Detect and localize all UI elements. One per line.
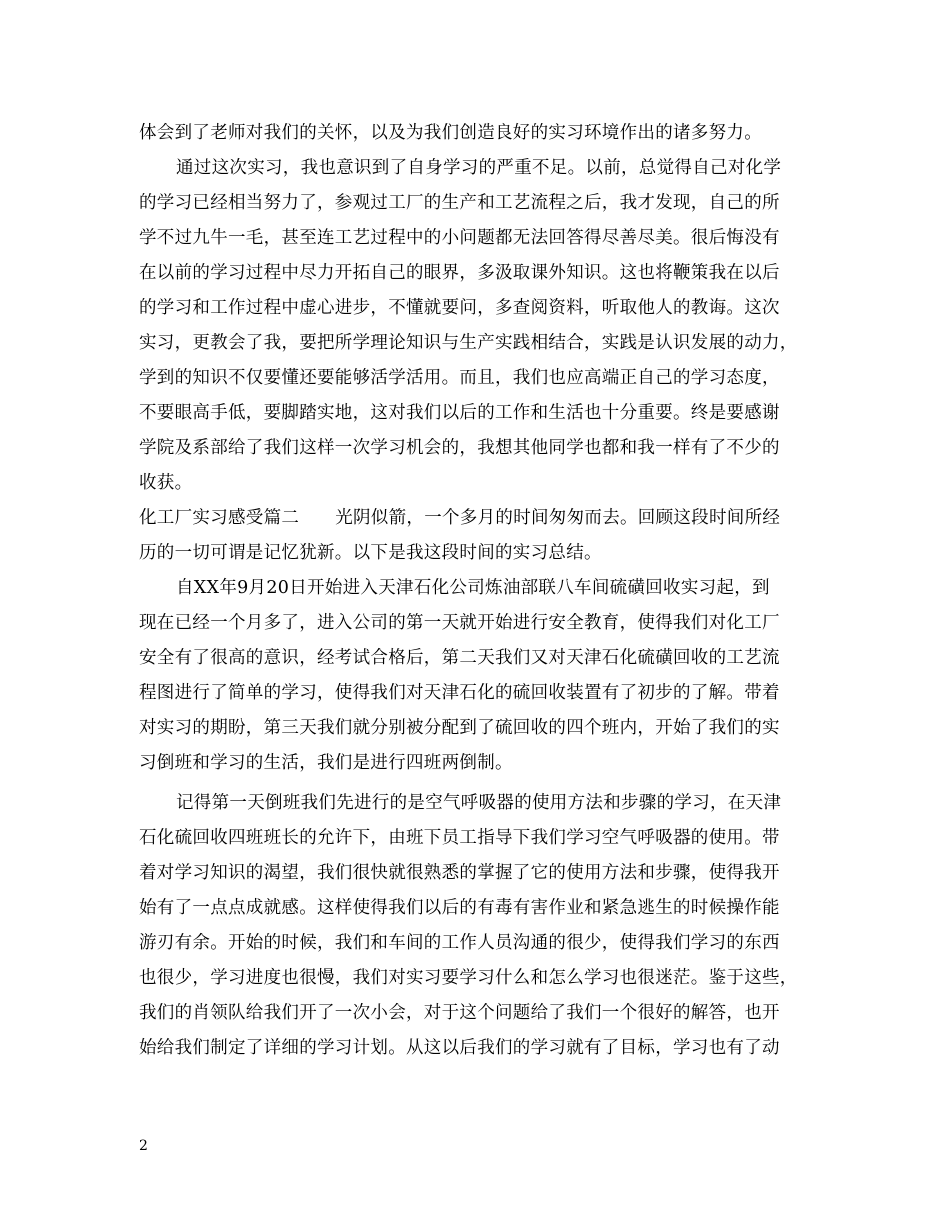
text-line: 对实习的期盼，第三天我们就分别被分配到了硫回收的四个班内，开始了我们的实 (139, 718, 780, 738)
text-line: 学院及系部给了我们这样一次学习机会的，我想其他同学也都和我一样有了不少的 (139, 438, 780, 458)
text-line: 体会到了老师对我们的关怀，以及为我们创造良好的实习环境作出的诸多努力。 (139, 123, 762, 143)
text-line: 游刃有余。开始的时候，我们和车间的工作人员沟通的很少，使得我们学习的东西 (139, 933, 780, 953)
text-line: 我们的肖领队给我们开了一次小会，对于这个问题给了我们一个很好的解答，也开 (139, 1003, 780, 1023)
text-line: 收获。 (139, 473, 193, 493)
text-line: 习倒班和学习的生活，我们是进行四班两倒制。 (139, 753, 513, 773)
text-line: 学到的知识不仅要懂还要能够活学活用。而且，我们也应高端正自己的学习态度， (139, 368, 780, 388)
text-line: 程图进行了简单的学习，使得我们对天津石化的硫回收装置有了初步的了解。带着 (139, 683, 780, 703)
paragraph-start-line: 记得第一天倒班我们先进行的是空气呼吸器的使用方法和步骤的学习，在天津 (176, 793, 782, 813)
text-line: 石化硫回收四班班长的允许下，由班下员工指导下我们学习空气呼吸器的使用。带 (139, 828, 780, 848)
text-line: 现在已经一个月多了，进入公司的第一天就开始进行安全教育，使得我们对化工厂 (139, 613, 780, 633)
text-line: 实习，更教会了我，要把所学理论知识与生产实践相结合，实践是认识发展的动力， (139, 333, 798, 353)
text-line: 安全有了很高的意识，经考试合格后，第二天我们又对天津石化硫磺回收的工艺流 (139, 648, 780, 668)
text-line: 不要眼高手低，要脚踏实地，这对我们以后的工作和生活也十分重要。终是要感谢 (139, 403, 780, 423)
text-line: 的学习和工作过程中虚心进步，不懂就要问，多查阅资料，听取他人的教诲。这次 (139, 298, 780, 318)
section-first-line: 光阴似箭，一个多月的时间匆匆而去。回顾这段时间所经 (335, 508, 781, 528)
text-line: 始给我们制定了详细的学习计划。从这以后我们的学习就有了目标，学习也有了动 (139, 1038, 780, 1058)
text-line: 的学习已经相当努力了，参观过工厂的生产和工艺流程之后，我才发现，自己的所 (139, 193, 780, 213)
text-line: 始有了一点点成就感。这样使得我们以后的有毒有害作业和紧急逃生的时候操作能 (139, 898, 780, 918)
text-line: 在以前的学习过程中尽力开拓自己的眼界，多汲取课外知识。这也将鞭策我在以后 (139, 263, 780, 283)
text-line: 学不过九牛一毛，甚至连工艺过程中的小问题都无法回答得尽善尽美。很后悔没有 (139, 228, 780, 248)
paragraph-start-line: 自XX年9月20日开始进入天津石化公司炼油部联八车间硫磺回收实习起，到 (176, 578, 770, 598)
paragraph-start-line: 通过这次实习，我也意识到了自身学习的严重不足。以前，总觉得自己对化学 (176, 158, 782, 178)
text-line: 也很少，学习进度也很慢，我们对实习要学习什么和怎么学习也很迷茫。鉴于这些， (139, 968, 798, 988)
section-heading: 化工厂实习感受篇二 (139, 508, 300, 528)
page-number: 2 (139, 1138, 148, 1154)
text-line: 历的一切可谓是记忆犹新。以下是我这段时间的实习总结。 (139, 543, 602, 563)
text-line: 着对学习知识的渴望，我们很快就很熟悉的掌握了它的使用方法和步骤，使得我开 (139, 863, 780, 883)
section-heading-line (139, 505, 780, 531)
